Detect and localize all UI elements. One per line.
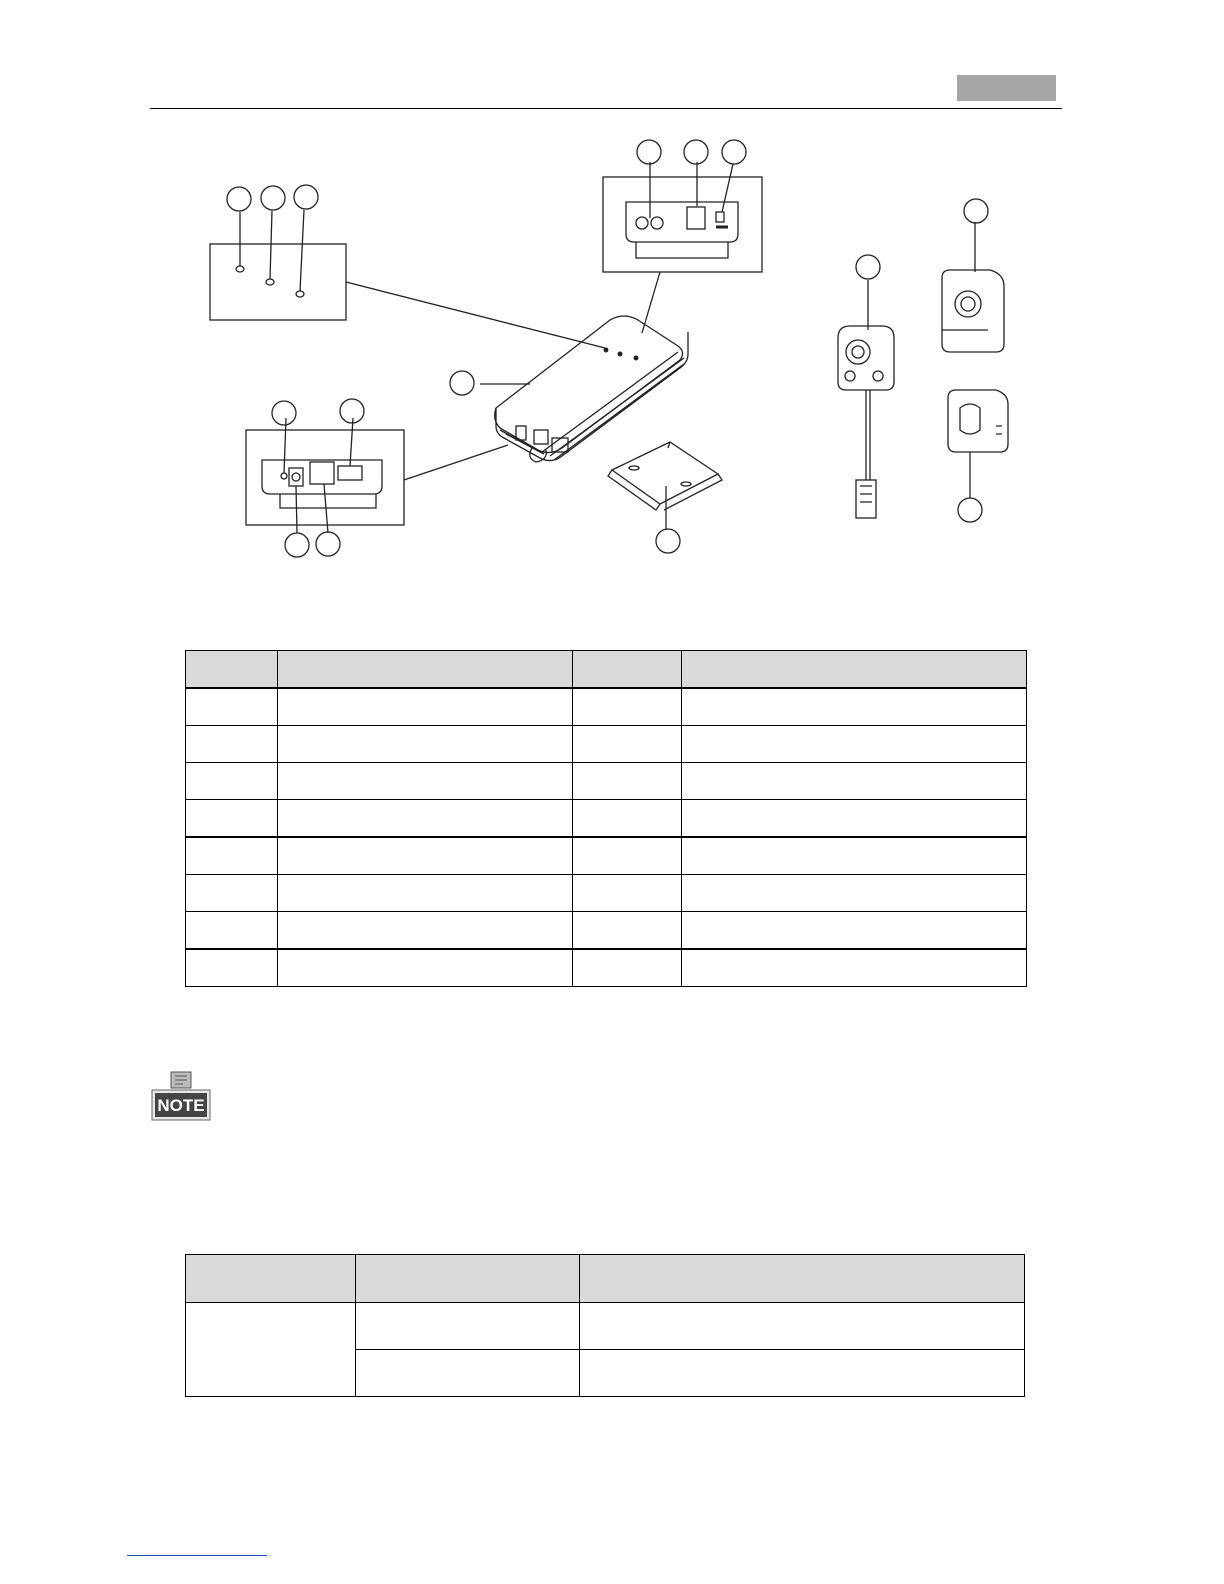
callout-13 xyxy=(856,255,880,279)
table-cell xyxy=(186,800,278,838)
callout-6 xyxy=(722,140,746,164)
table-header-row xyxy=(186,651,1027,689)
components-table xyxy=(185,650,1027,987)
header-cell xyxy=(580,1255,1025,1303)
footer-link-underline[interactable] xyxy=(127,1555,267,1556)
header-rule xyxy=(150,108,1062,109)
table-row xyxy=(186,912,1027,950)
table-cell xyxy=(278,800,573,838)
table-cell xyxy=(682,726,1027,763)
table-cell xyxy=(682,763,1027,800)
table-cell xyxy=(573,726,682,763)
table-cell xyxy=(573,875,682,912)
table-row xyxy=(186,726,1027,763)
status-table xyxy=(185,1254,1025,1397)
table-cell xyxy=(186,949,278,987)
table-row xyxy=(186,1303,1025,1350)
callout-9 xyxy=(340,399,364,423)
table-cell xyxy=(278,688,573,726)
table-cell xyxy=(573,763,682,800)
table-cell xyxy=(278,875,573,912)
table-cell xyxy=(278,763,573,800)
table-cell xyxy=(682,688,1027,726)
callout-11 xyxy=(316,532,340,556)
table-row xyxy=(186,875,1027,912)
table-cell xyxy=(682,837,1027,875)
header-cell xyxy=(278,651,573,689)
callout-1 xyxy=(227,187,251,211)
table-cell xyxy=(573,837,682,875)
table-cell xyxy=(573,949,682,987)
table-cell xyxy=(186,837,278,875)
left-port-inset xyxy=(246,399,508,557)
table-cell xyxy=(278,949,573,987)
table-cell xyxy=(573,912,682,950)
table-cell xyxy=(580,1303,1025,1350)
table-header-row xyxy=(186,1255,1025,1303)
table-cell xyxy=(682,912,1027,950)
callout-15 xyxy=(958,498,982,522)
header-cell xyxy=(682,651,1027,689)
sensor-module-back xyxy=(948,390,1008,522)
callout-7 xyxy=(450,371,474,395)
table-row xyxy=(186,763,1027,800)
device-figure xyxy=(150,130,1062,570)
callout-4 xyxy=(637,140,661,164)
note-icon xyxy=(151,1070,211,1122)
callout-10 xyxy=(285,533,309,557)
callout-3 xyxy=(294,185,318,209)
table-cell xyxy=(573,800,682,838)
callout-2 xyxy=(261,186,285,210)
table-cell xyxy=(278,726,573,763)
table-cell xyxy=(682,875,1027,912)
table-cell xyxy=(356,1303,580,1350)
table-cell xyxy=(186,688,278,726)
svg-text:NOTE: NOTE xyxy=(157,1096,205,1115)
table-cell xyxy=(356,1350,580,1397)
table-cell xyxy=(186,763,278,800)
table-cell xyxy=(682,949,1027,987)
header-section-tag xyxy=(957,75,1056,101)
table-cell xyxy=(580,1350,1025,1397)
table-row xyxy=(186,688,1027,726)
table-cell xyxy=(186,726,278,763)
callout-12 xyxy=(656,529,680,553)
table-cell xyxy=(278,837,573,875)
callout-14 xyxy=(964,199,988,223)
main-unit xyxy=(450,316,688,462)
table-cell xyxy=(682,800,1027,838)
table-cell xyxy=(573,688,682,726)
din-rail xyxy=(608,442,722,553)
header-cell xyxy=(573,651,682,689)
callout-5 xyxy=(684,140,708,164)
callout-8 xyxy=(272,401,296,425)
table-row xyxy=(186,949,1027,987)
header-cell xyxy=(186,651,278,689)
camera-sensor xyxy=(838,255,894,518)
table-cell xyxy=(186,875,278,912)
table-row xyxy=(186,800,1027,838)
table-row xyxy=(186,837,1027,875)
table-cell xyxy=(278,912,573,950)
header-cell xyxy=(356,1255,580,1303)
table-cell xyxy=(186,1303,356,1397)
right-port-inset xyxy=(603,140,762,333)
header-cell xyxy=(186,1255,356,1303)
table-cell xyxy=(186,912,278,950)
led-panel-inset xyxy=(210,185,605,348)
sensor-module-front xyxy=(942,199,1004,352)
